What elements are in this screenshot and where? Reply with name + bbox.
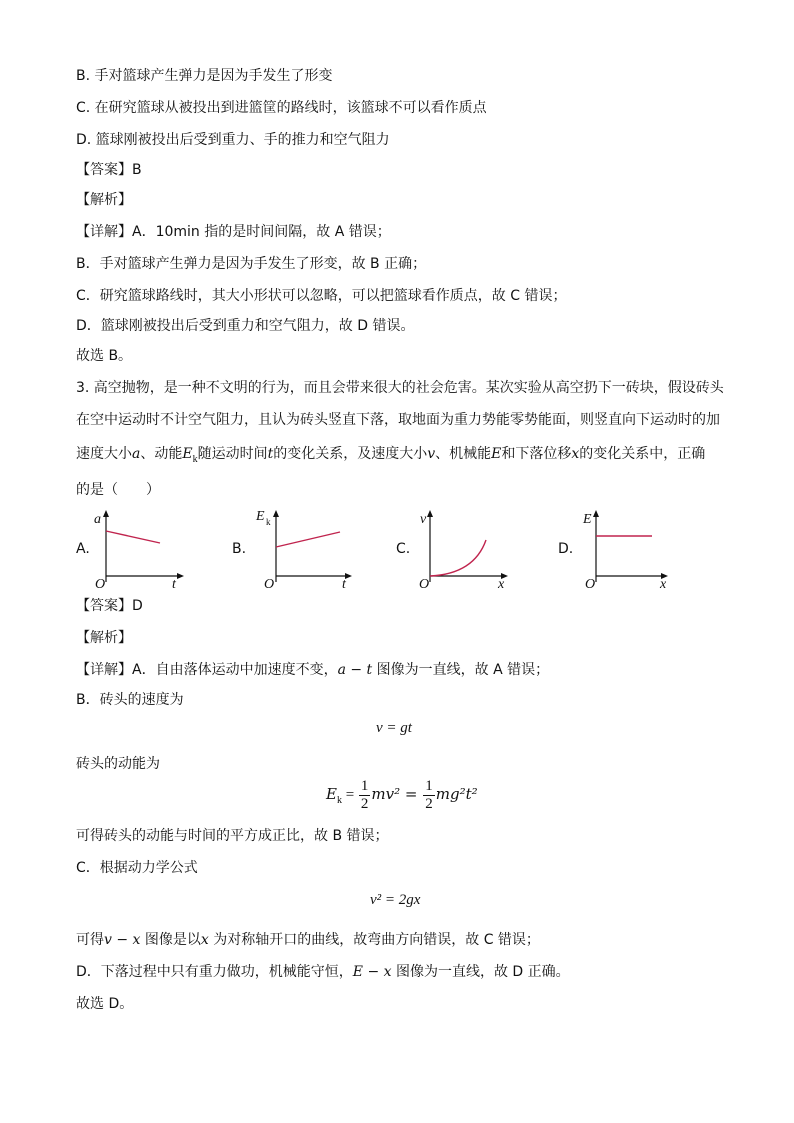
graph-b-ylabel: E: [256, 509, 265, 524]
formula-v-gt: v = gt: [376, 720, 412, 736]
graph-b-ylabel-sub: k: [266, 517, 271, 527]
symbol-ek: E: [182, 446, 193, 462]
graph-d-origin: O: [585, 577, 596, 590]
detail-a: 【详解】A．10min 指的是时间间隔，故 A 错误；: [76, 224, 391, 240]
graph-a-x-arrow: [177, 573, 184, 579]
detail-b: B．手对篮球产生弹力是因为手发生了形变，故 B 正确；: [76, 256, 427, 272]
graph-a-xlabel: t: [172, 577, 176, 590]
option-b: B. 手对篮球产生弹力是因为手发生了形变: [76, 68, 333, 84]
analysis3-label: 【解析】: [76, 630, 132, 646]
analysis-label: 【解析】: [76, 192, 132, 208]
ek-conclusion: 可得砖头的动能与时间的平方成正比，故 B 错误；: [76, 828, 389, 844]
graph-b-y-arrow: [273, 510, 279, 517]
symbol-a: a: [132, 446, 141, 462]
symbol-v: v: [427, 446, 436, 462]
graph-a-y-arrow: [103, 510, 109, 517]
question-line-2: 在空中运动时不计空气阻力，且认为砖头竖直下落，取地面为重力势能零势能面，则竖直向下运动时的加: [76, 412, 720, 428]
option-c: C. 在研究篮球从被投出到进篮筐的路线时，该篮球不可以看作质点: [76, 100, 487, 116]
graph-d-xlabel: x: [660, 577, 667, 590]
graph-b-x-arrow: [345, 573, 352, 579]
graph-d-y-arrow: [593, 510, 599, 517]
graph-d-letter: D.: [558, 541, 574, 557]
option-d: D. 篮球刚被投出后受到重力、手的推力和空气阻力: [76, 132, 390, 148]
question-line-4: 的是（ ）: [76, 482, 160, 498]
ek-label: 砖头的动能为: [76, 756, 160, 772]
graph-d-ylabel: E: [583, 512, 592, 527]
graph-c-ylabel: v: [420, 512, 427, 527]
graph-a: [92, 506, 192, 590]
graph-a-ylabel: a: [94, 512, 101, 527]
formula-ek: $E_k$ = $\frac{1}{2}$ mv² = $\frac{1}{2}$ mg²t²: [326, 778, 478, 812]
answer3-detail-c: C．根据动力学公式: [76, 860, 198, 876]
symbol-t: t: [267, 446, 274, 462]
graph-a-letter: A.: [76, 541, 90, 557]
answer3-detail-a: 【详解】A．自由落体运动中加速度不变，a − t 图像为一直线，故 A 错误；: [76, 662, 550, 678]
answer3-detail-b: B．砖头的速度为: [76, 692, 184, 708]
answer3-detail-d: D．下落过程中只有重力做功，机械能守恒，E − x 图像为一直线，故 D 正确。: [76, 964, 570, 980]
graph-b-origin: O: [264, 577, 275, 590]
symbol-e: E: [491, 446, 502, 462]
answer-label: 【答案】B: [76, 162, 142, 178]
graph-b: [254, 506, 358, 590]
symbol-x: x: [571, 446, 580, 462]
graph-d: [580, 506, 674, 590]
graph-c-xlabel: x: [498, 577, 505, 590]
graph-b-letter: B.: [232, 541, 247, 557]
answer3-label: 【答案】D: [76, 598, 143, 614]
question-line-3: 速度大小a、动能$E_k$随运动时间t的变化关系，及速度大小v、机械能E和下落位移x的变化关系中，正确: [76, 446, 706, 465]
graph-a-origin: O: [95, 577, 106, 590]
graph-c: [416, 506, 516, 590]
graph-b-xlabel: t: [342, 577, 346, 590]
vx-explanation: 可得v − x 图像是以x 为对称轴开口的曲线，故弯曲方向错误，故 C 错误；: [76, 932, 540, 948]
graph-a-curve: [106, 531, 160, 543]
graph-c-letter: C.: [396, 541, 411, 557]
graph-c-y-arrow: [427, 510, 433, 517]
conclusion: 故选 B。: [76, 348, 133, 364]
detail-d: D．篮球刚被投出后受到重力和空气阻力，故 D 错误。: [76, 318, 415, 334]
graph-b-curve: [276, 532, 340, 547]
formula-v2-2gx: v² = 2gx: [370, 892, 421, 908]
detail-c: C．研究篮球路线时，其大小形状可以忽略，可以把篮球看作质点，故 C 错误；: [76, 288, 567, 304]
graph-c-origin: O: [419, 577, 430, 590]
graph-c-curve: [430, 540, 486, 576]
answer3-conclusion: 故选 D。: [76, 996, 134, 1012]
question-line-1: 3. 高空抛物，是一种不文明的行为，而且会带来很大的社会危害。某次实验从高空扔下一砖块，假设砖头: [76, 380, 724, 396]
